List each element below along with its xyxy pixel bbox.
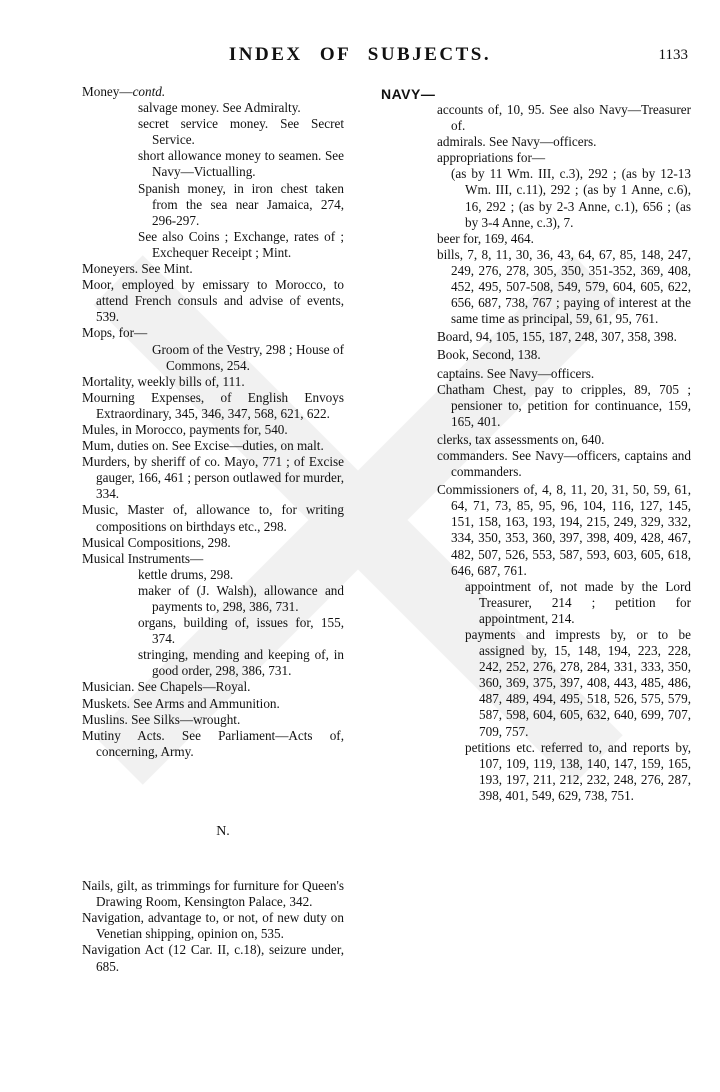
entry-mops: Mops, for— — [82, 325, 148, 341]
entry-moneyers: Moneyers. See Mint. — [82, 261, 193, 277]
entry-moor: Moor, employed by emissary to Morocco, to attend French consuls and advise of events, 539. — [82, 277, 344, 325]
entry-mortality: Mortality, weekly bills of, 111. — [82, 373, 245, 389]
entry-navy-clerks: clerks, tax assessments on, 640. — [437, 431, 605, 447]
entry-spanish-money: Spanish money, in iron chest taken from the sea near Jamaica, 274, 296-297. — [138, 180, 344, 228]
entry-murders: Murders, by sheriff of co. Mayo, 771 ; of Excise gauger, 166, 461 ; person outlawed for murder, 334. — [82, 454, 344, 502]
section-heading-navy: NAVY— — [381, 86, 436, 102]
entry-navy-board: Board, 94, 105, 155, 187, 248, 307, 358, 398. — [437, 329, 677, 345]
right-column — [437, 102, 691, 804]
entry-commissioners-payments: payments and imprests by, or to be assigned by, 15, 148, 194, 223, 228, 242, 252, 276, 278, 284, 331, 333, 350, 360, 369, 375, 397, 408, 443, 485, 486, 487, 489, 494, 495, 518, 526, 575, 579, 587, 598, 604, 605, 632, 640, 699, 707, 709, 757. — [465, 627, 691, 739]
entry-navy-appropriations-sub: (as by 11 Wm. III, c.3), 292 ; (as by 12-13 Wm. III, c.11), 292 ; (as by 1 Anne, c.6), 16, 292 ; (as by 2-3 Anne, c.1), 656 ; (as by 3-4 Anne, c.3), 7. — [451, 166, 691, 230]
entry-muslins: Muslins. See Silks—wrought. — [82, 711, 241, 727]
entry-money-see-also: See also Coins ; Exchange, rates of ; Exchequer Receipt ; Mint. — [138, 228, 344, 260]
entry-navy-accounts: accounts of, 10, 95. See also Navy—Treasurer of. — [437, 102, 691, 134]
entry-navy-bills: bills, 7, 8, 11, 30, 36, 43, 64, 67, 85, 148, 247, 249, 276, 278, 305, 350, 351-352, 369, 408, 452, 495, 507-508, 549, 579, 604, 605, 622, 656, 687, 738, 767 ; paying of interest at the same time as principal, 59, 61, 95, 761. — [437, 246, 691, 327]
entry-salvage-money: salvage money. See Admiralty. — [138, 100, 301, 116]
entry-mourning-expenses: Mourning Expenses, of English Envoys Extraordinary, 345, 346, 347, 568, 621, 622. — [82, 389, 344, 421]
entry-musical-compositions: Musical Compositions, 298. — [82, 534, 231, 550]
entry-navy-commissioners: Commissioners of, 4, 8, 11, 20, 31, 50, 59, 61, 64, 71, 73, 85, 95, 96, 104, 116, 127, 145, 151, 158, 163, 193, 194, 215, 249, 329, 332, 334, 350, 353, 360, 397, 398, 409, 428, 467, 482, 507, 526, 553, 587, 593, 603, 605, 618, 646, 687, 761. — [437, 482, 691, 578]
entry-navy-book: Book, Second, 138. — [437, 347, 541, 363]
entry-muskets: Muskets. See Arms and Ammunition. — [82, 695, 280, 711]
entry-navigation-act: Navigation Act (12 Car. II, c.18), seizure under, 685. — [82, 942, 344, 974]
section-letter-n: N. — [216, 823, 230, 839]
entry-secret-service-money: secret service money. See Secret Service. — [138, 116, 344, 148]
left-column — [82, 84, 344, 975]
entry-short-allowance-money: short allowance money to seamen. See Navy—Victualling. — [138, 148, 344, 180]
entry-mules: Mules, in Morocco, payments for, 540. — [82, 421, 288, 437]
entry-musical-instruments: Musical Instruments— — [82, 550, 204, 566]
entry-navy-admirals: admirals. See Navy—officers. — [437, 134, 597, 150]
entry-navy-commanders: commanders. See Navy—officers, captains and commanders. — [437, 447, 691, 480]
entry-nails: Nails, gilt, as trimmings for furniture for Queen's Drawing Room, Kensington Palace, 342. — [82, 878, 344, 910]
entry-mum: Mum, duties on. See Excise—duties, on malt. — [82, 438, 324, 454]
page-number: 1133 — [658, 47, 688, 63]
entry-music-master: Music, Master of, allowance to, for writing compositions on birthdays etc., 298. — [82, 502, 344, 534]
entry-navy-beer: beer for, 169, 464. — [437, 230, 534, 246]
entry-commissioners-petitions: petitions etc. referred to, and reports by, 107, 109, 119, 138, 140, 147, 159, 165, 193, 197, 211, 212, 232, 248, 276, 287, 398, 401, 549, 629, 738, 751. — [465, 739, 691, 803]
entry-navy-chatham-chest: Chatham Chest, pay to cripples, 89, 705 ; pensioner to, petition for continuance, 159, 165, 401. — [437, 381, 691, 429]
entry-kettle-drums: kettle drums, 298. — [138, 566, 234, 582]
entry-commissioners-appointment: appointment of, not made by the Lord Treasurer, 214 ; petition for appointment, 214. — [465, 578, 691, 626]
entry-organs: organs, building of, issues for, 155, 374. — [138, 615, 344, 647]
entry-navy-appropriations: appropriations for— — [437, 150, 546, 166]
entry-instrument-maker: maker of (J. Walsh), allowance and payments to, 298, 386, 731. — [138, 582, 344, 614]
entry-mutiny-acts: Mutiny Acts. See Parliament—Acts of, concerning, Army. — [82, 727, 344, 759]
entry-navigation: Navigation, advantage to, or not, of new duty on Venetian shipping, opinion on, 535. — [82, 910, 344, 942]
entry-musician: Musician. See Chapels—Royal. — [82, 679, 251, 695]
entry-money: Money—contd. — [82, 84, 166, 99]
page-title: INDEX OF SUBJECTS. — [228, 44, 492, 65]
entry-stringing: stringing, mending and keeping of, in good order, 298, 386, 731. — [138, 647, 344, 679]
entry-navy-captains: captains. See Navy—officers. — [437, 365, 595, 381]
entry-mops-sub: Groom of the Vestry, 298 ; House of Commons, 254. — [152, 341, 344, 373]
